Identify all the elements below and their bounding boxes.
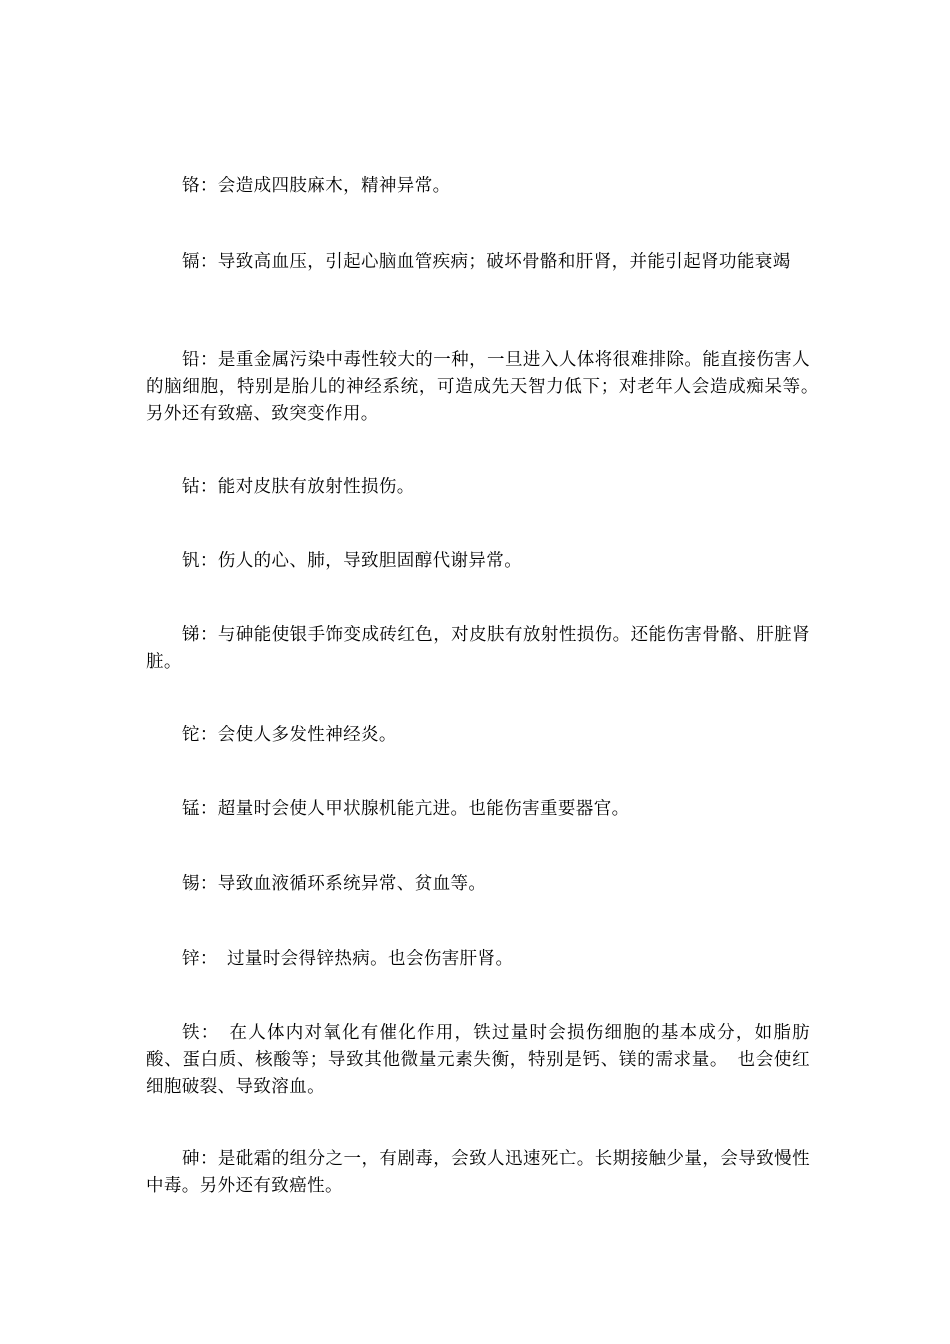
paragraph-vanadium: 钒：伤人的心、肺，导致胆固醇代谢异常。	[182, 551, 523, 571]
paragraph-antimony: 锑：与砷能使银手饰变成砖红色，对皮肤有放射性损伤。还能伤害骨骼、肝脏肾脏。	[146, 625, 810, 672]
paragraph-chromium: 铬：会造成四肢麻木，精神异常。	[182, 176, 451, 196]
paragraph-cobalt: 钴：能对皮肤有放射性损伤。	[182, 477, 415, 497]
paragraph-tin: 锡：导致血液循环系统异常、贫血等。	[182, 874, 487, 894]
paragraph-arsenic: 砷：是砒霜的组分之一，有剧毒，会致人迅速死亡。长期接触少量，会导致慢性中毒。另外还有致癌性。	[146, 1149, 810, 1196]
paragraph-zinc: 锌： 过量时会得锌热病。也会伤害肝肾。	[182, 949, 514, 969]
paragraph-iron: 铁： 在人体内对氧化有催化作用，铁过量时会损伤细胞的基本成分，如脂肪酸、蛋白质、核酸等；导致其他微量元素失衡，特别是钙、镁的需求量。 也会使红细胞破裂、导致溶血。	[146, 1023, 810, 1097]
paragraph-thallium: 铊：会使人多发性神经炎。	[182, 725, 397, 745]
paragraph-lead: 铅：是重金属污染中毒性较大的一种，一旦进入人体将很难排除。能直接伤害人的脑细胞，特别是胎儿的神经系统，可造成先天智力低下；对老年人会造成痴呆等。 另外还有致癌、致突变作用。	[146, 350, 828, 424]
paragraph-cadmium: 镉：导致高血压，引起心脑血管疾病；破坏骨骼和肝肾，并能引起肾功能衰竭	[182, 252, 791, 272]
paragraph-manganese: 锰：超量时会使人甲状腺机能亢进。也能伤害重要器官。	[182, 799, 630, 819]
